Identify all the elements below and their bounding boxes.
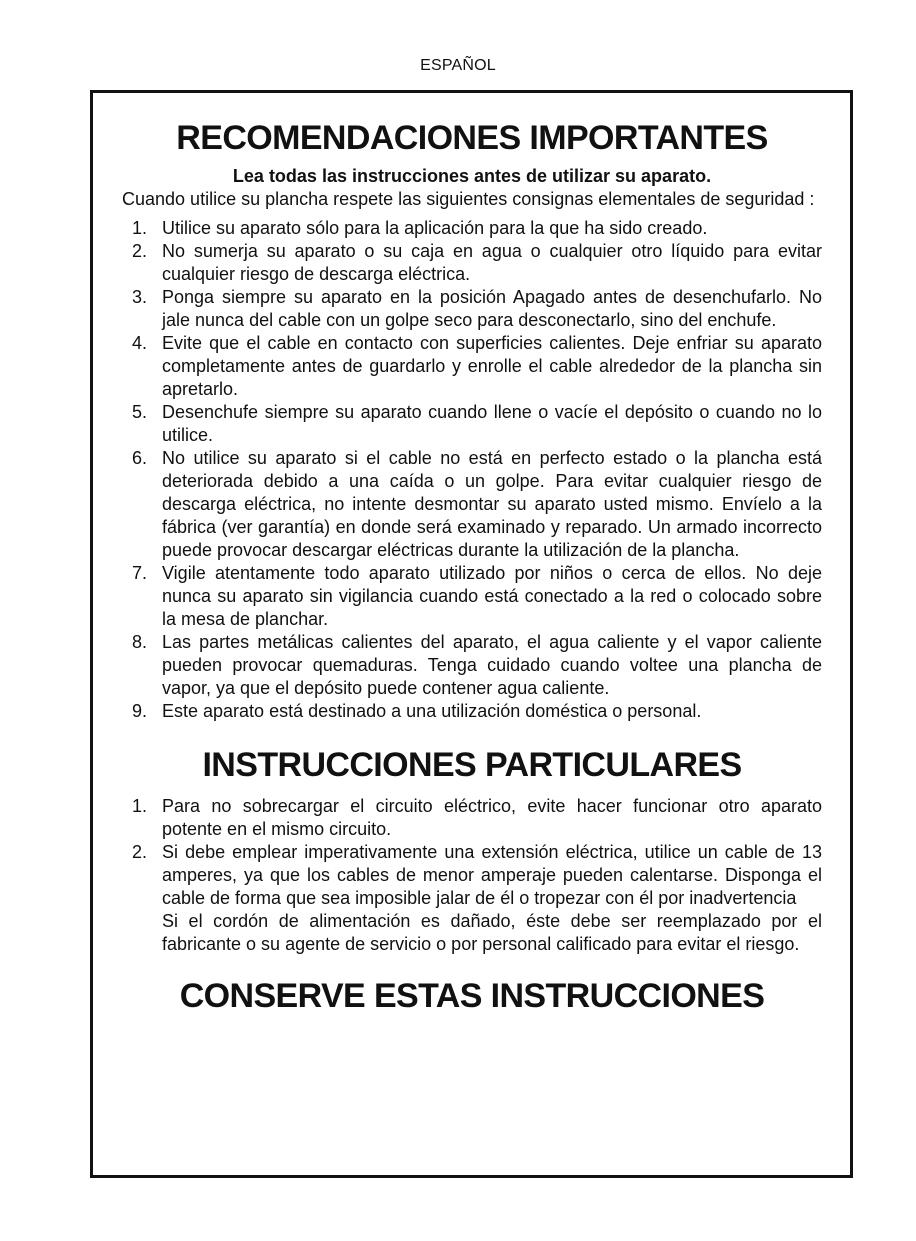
item-text: Ponga siempre su aparato en la posición Apagado antes de desenchufarlo. No jale nunca del cable con un golpe seco para desconectarlo, sino del enchufe. [162, 287, 822, 330]
intro-text: Cuando utilice su plancha respete las siguientes consignas elementales de seguridad : [122, 189, 815, 209]
item-text: Vigile atentamente todo aparato utilizado por niños o cerca de ellos. No deje nunca su aparato sin vigilancia cuando está conectado a la red o colocado sobre la mesa de planchar. [162, 563, 822, 629]
item-text: Si debe emplear imperativamente una extensión eléctrica, utilice un cable de 13 amperes, ya que los cables de menor amperaje pueden calentarse. Disponga el cable de forma que sea imposible jalar de él o tropezar con él por inadvertencia [162, 842, 822, 908]
item-text: Las partes metálicas calientes del aparato, el agua caliente y el vapor caliente pueden provocar quemaduras. Tenga cuidado cuando voltee una plancha de vapor, ya que el depósito puede contener agua caliente. [162, 632, 822, 698]
item-text: Para no sobrecargar el circuito eléctrico, evite hacer funcionar otro aparato potente en el mismo circuito. [162, 796, 822, 839]
item-text: No utilice su aparato si el cable no está en perfecto estado o la plancha está deteriorada debido a una caída o un golpe. Para evitar cualquier riesgo de descarga eléctrica, no intente desmontar su aparato usted mismo. Envíelo a la fábrica (ver garantía) en donde será examinado y reparado. Un armado incorrecto puede provocar descargar eléctricas durante la utilización de la plancha. [162, 448, 822, 560]
lead-text: Lea todas las instrucciones antes de utilizar su aparato. [232, 166, 712, 186]
item-number: 6. [132, 448, 148, 468]
item-number: 3. [132, 287, 148, 307]
item-number: 5. [132, 402, 148, 422]
list-item [122, 795, 822, 841]
item-text: Este aparato está destinado a una utilización doméstica o personal. [162, 701, 702, 721]
item-number: 2. [132, 842, 148, 862]
item-text: No sumerja su aparato o su caja en agua o cualquier otro líquido para evitar cualquier riesgo de descarga eléctrica. [162, 241, 822, 284]
item-number: 1. [132, 796, 148, 816]
particular-instructions-list [122, 795, 822, 956]
section-title-particular-instructions: INSTRUCCIONES PARTICULARES [202, 746, 742, 784]
list-item [122, 217, 822, 240]
instructions-frame [90, 90, 853, 1178]
section-title-recommendations: RECOMENDACIONES IMPORTANTES [176, 119, 768, 157]
item-text: Evite que el cable en contacto con superficies calientes. Deje enfriar su aparato completamente antes de guardarlo y enrolle el cable alrededor de la plancha sin apretarlo. [162, 333, 822, 399]
list-item [122, 631, 822, 700]
closing-title: CONSERVE ESTAS INSTRUCCIONES [179, 977, 765, 1015]
item-number: 4. [132, 333, 148, 353]
item-number: 9. [132, 701, 148, 721]
item-text: Desenchufe siempre su aparato cuando llene o vacíe el depósito o cuando no lo utilice. [162, 402, 822, 445]
item-number: 7. [132, 563, 148, 583]
list-item [122, 700, 822, 723]
item-number: 2. [132, 241, 148, 261]
list-item [122, 841, 822, 956]
item-text: Utilice su aparato sólo para la aplicación para la que ha sido creado. [162, 218, 708, 238]
list-item [122, 562, 822, 631]
recommendations-list [122, 217, 822, 723]
item-extra-text: Si el cordón de alimentación es dañado, éste debe ser reemplazado por el fabricante o su agente de servicio o por personal calificado para evitar el riesgo. [162, 911, 822, 954]
list-item [122, 240, 822, 286]
list-item [122, 401, 822, 447]
list-item [122, 332, 822, 401]
list-item [122, 286, 822, 332]
item-number: 8. [132, 632, 148, 652]
item-number: 1. [132, 218, 148, 238]
list-item [122, 447, 822, 562]
language-label: ESPAÑOL [420, 57, 496, 74]
